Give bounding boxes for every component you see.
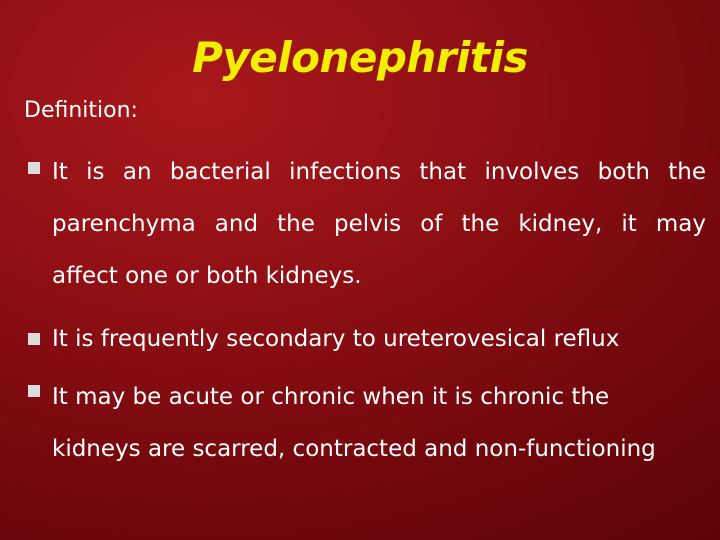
slide-title: Pyelonephritis [192, 33, 528, 82]
bullet-item-acute-chronic [26, 371, 706, 475]
square-bullet-icon [28, 162, 40, 174]
bullet-text-line: It may be acute or chronic when it is chronic the [52, 384, 610, 410]
bullet-text-line: It is an bacterial infections that involves both the [52, 159, 706, 185]
square-bullet-icon [28, 385, 40, 397]
bullet-item-definition [26, 146, 706, 302]
bullet-item-reflux [26, 317, 706, 361]
square-bullet-icon [28, 333, 40, 345]
bullet-list [26, 146, 706, 475]
bullet-text-line: It is frequently secondary to ureterovesical reflux [52, 326, 620, 352]
bullet-text-line: parenchyma and the pelvis of the kidney, it may [52, 211, 706, 237]
definition-heading: Definition: [24, 98, 138, 123]
bullet-text-line: kidneys are scarred, contracted and non-functioning [52, 436, 656, 462]
bullet-text-line: affect one or both kidneys. [52, 263, 362, 289]
